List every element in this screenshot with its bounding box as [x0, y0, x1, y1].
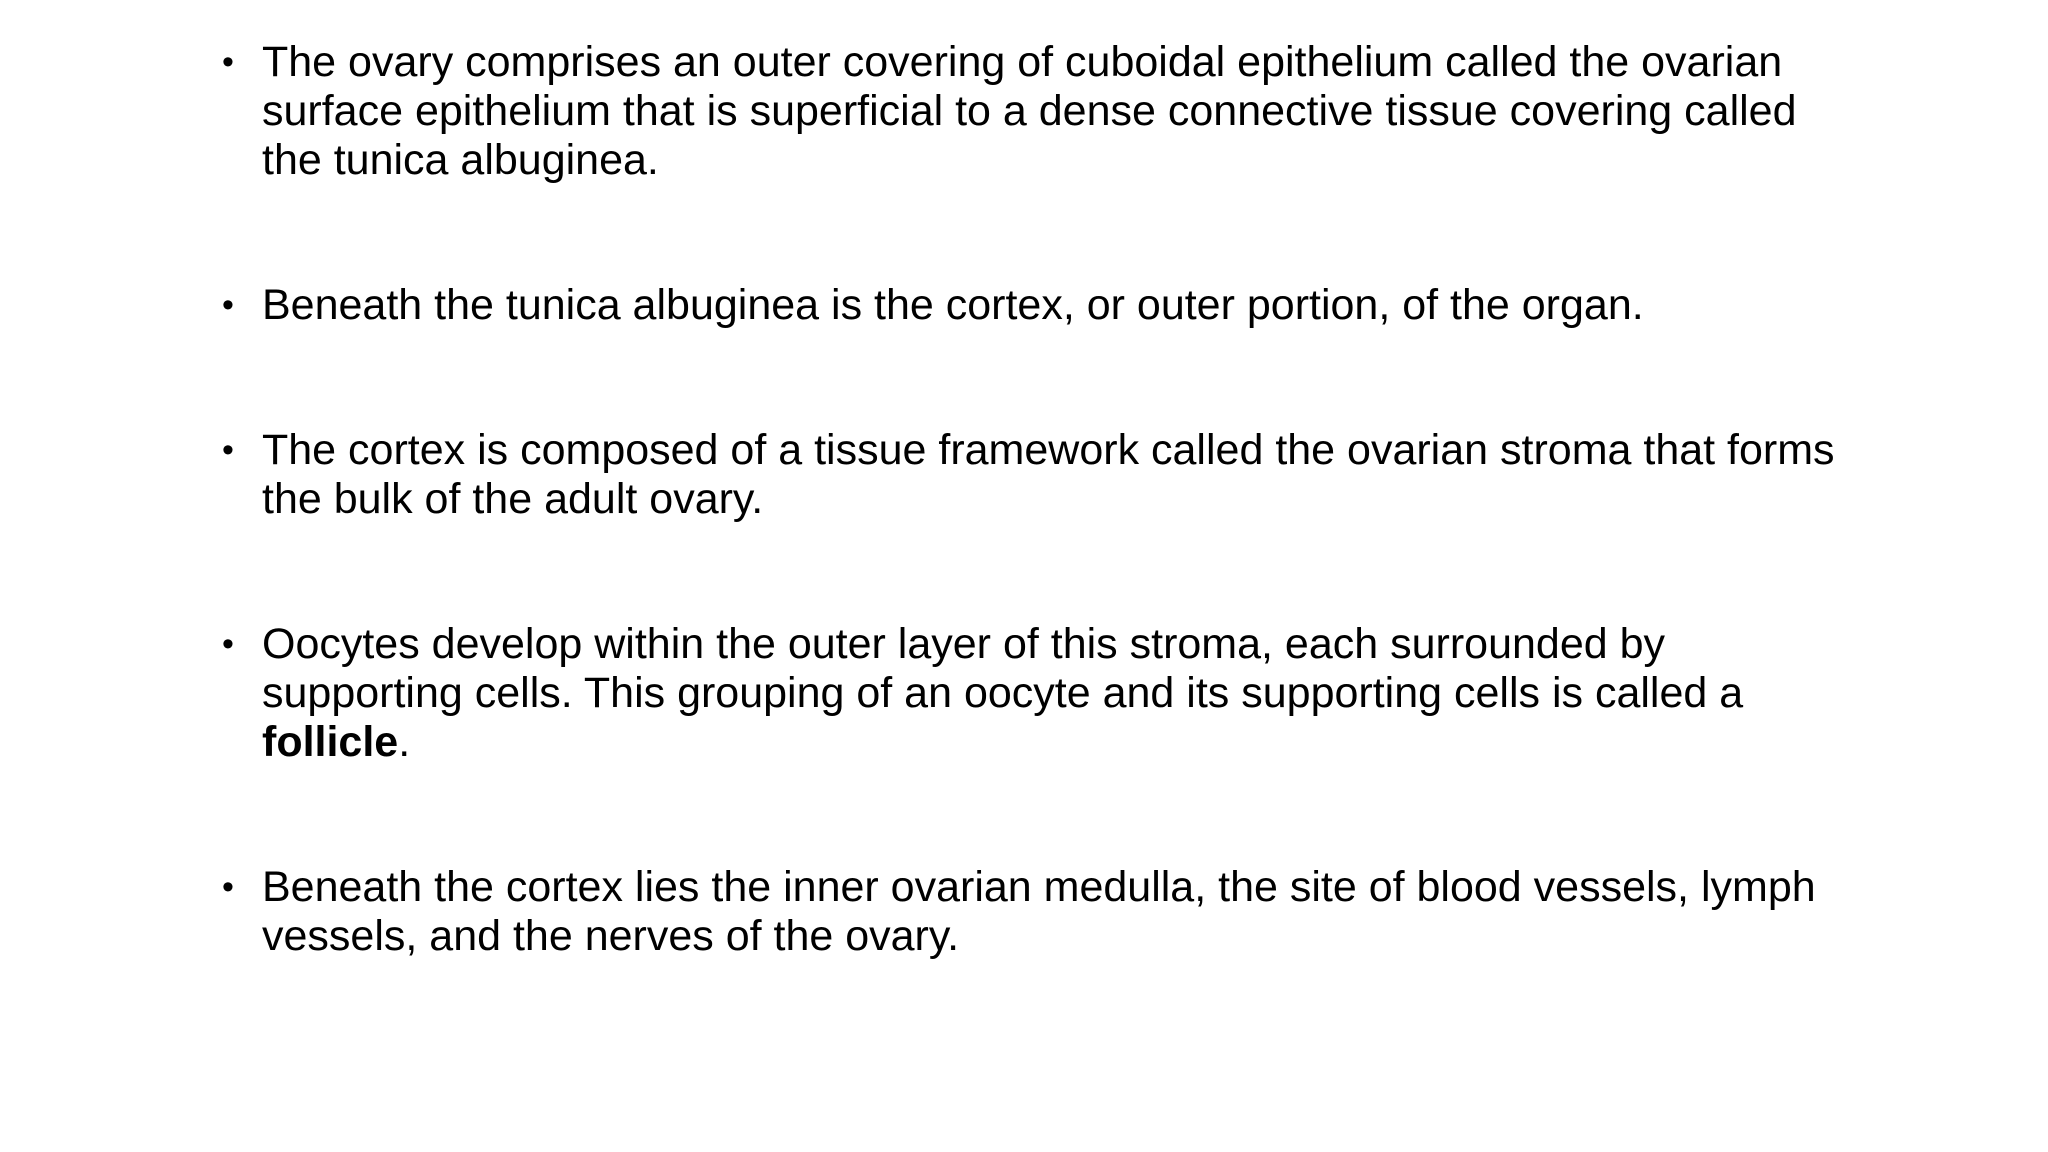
key-term-follicle: follicle: [262, 718, 399, 766]
bullet-icon: •: [222, 868, 234, 906]
bullet-item-follicle: [216, 620, 1856, 767]
bullet-list: [216, 38, 1856, 961]
bullet-text: Beneath the tunica albuginea is the cortex, or outer portion, of the organ.: [262, 281, 1644, 329]
bullet-icon: •: [222, 431, 234, 469]
bullet-text-end: .: [398, 718, 411, 766]
bullet-item-cortex: [216, 281, 1856, 330]
bullet-text-start: Oocytes develop within the outer layer of this stroma, each surrounded by supporting cells. This grouping of an oocyte and its supporting cells is called a: [262, 620, 1744, 717]
bullet-text: The cortex is composed of a tissue framework called the ovarian stroma that forms the bulk of the adult ovary.: [262, 426, 1835, 523]
bullet-icon: •: [222, 286, 234, 324]
bullet-item-stroma: [216, 426, 1856, 524]
bullet-icon: •: [222, 43, 234, 81]
bullet-icon: •: [222, 625, 234, 663]
bullet-text: [262, 620, 1856, 767]
bullet-item-medulla: [216, 863, 1856, 961]
bullet-item-ovary-covering: [216, 38, 1856, 185]
bullet-text: Beneath the cortex lies the inner ovarian medulla, the site of blood vessels, lymph vessels, and the nerves of the ovary.: [262, 863, 1816, 960]
bullet-text: The ovary comprises an outer covering of cuboidal epithelium called the ovarian surface epithelium that is superficial to a dense connective tissue covering called the tunica albuginea.: [262, 38, 1797, 184]
